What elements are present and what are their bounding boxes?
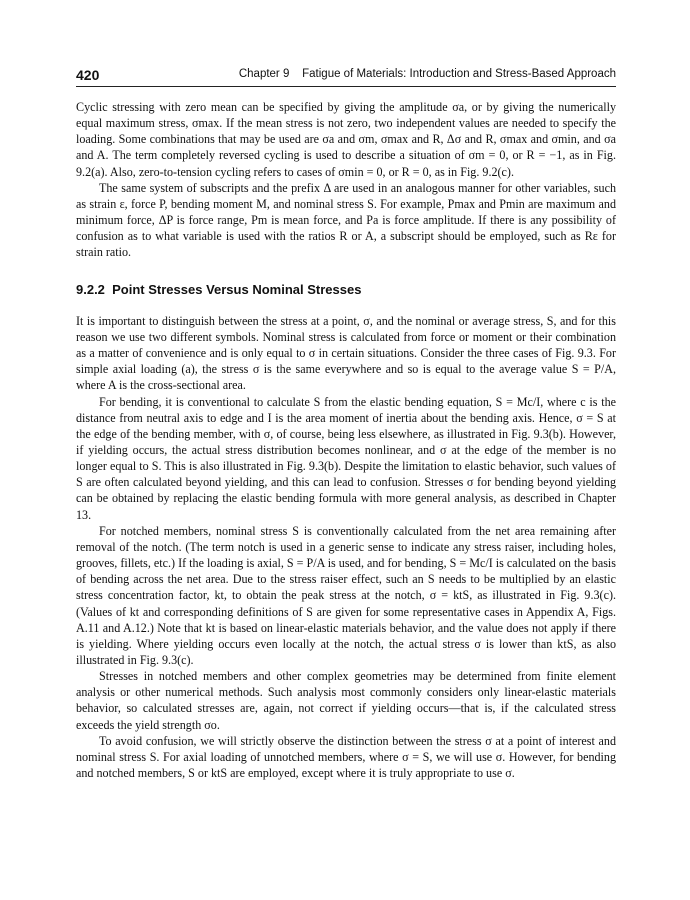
header-rule (76, 86, 616, 87)
paragraph: To avoid confusion, we will strictly observe the distinction between the stress σ at a point of interest and nominal stress S. For axial loading of unnotched members, where σ = S, we will use σ. However, for bending and notched members, S or ktS are employed, except where it is truly appropriate to use σ. (76, 733, 616, 781)
page-body (76, 99, 616, 781)
paragraph: Cyclic stressing with zero mean can be specified by giving the amplitude σa, or by giving the numerically equal maximum stress, σmax. If the mean stress is not zero, two independent values are needed to specify the loading. Some combinations that may be used are σa and σm, σmax and R, Δσ and R, σmax and σmin, and σa and A. The term completely reversed cycling is used to describe a situation of σm = 0, or R = −1, as in Fig. 9.2(a). Also, zero-to-tension cycling refers to cases of σmin = 0, or R = 0, as in Fig. 9.2(c). (76, 100, 616, 179)
section-heading: 9.2.2 Point Stresses Versus Nominal Stresses (76, 281, 362, 297)
paragraph: It is important to distinguish between the stress at a point, σ, and the nominal or average stress, S, and for this reason we use two different symbols. Nominal stress is calculated from force or moment or their combination as a matter of convenience and is only equal to σ in certain situations. Consider the three cases of Fig. 9.3. For simple axial loading (a), the stress σ is the same everywhere and so is equal to the average value S = P/A, where A is the cross-sectional area. (76, 313, 616, 393)
paragraph: For bending, it is conventional to calculate S from the elastic bending equation, S = Mc/I, where c is the distance from neutral axis to edge and I is the area moment of inertia about the bending axis. Hence, σ = S at the edge of the bending member, with σ, of course, being less elsewhere, as illustrated in Fig. 9.3(b). However, if yielding occurs, the actual stress distribution becomes nonlinear, and σ at the edge of the member is no longer equal to S. This is also illustrated in Fig. 9.3(b). Despite the limitation to elastic behavior, such values of S are often calculated beyond yielding, and this can lead to confusion. Stresses σ for bending beyond yielding can be obtained by replacing the elastic bending formula with more general analysis, as described in Chapter 13. (76, 394, 616, 522)
paragraph: The same system of subscripts and the prefix Δ are used in an analogous manner for other variables, such as strain ε, force P, bending moment M, and nominal stress S. For example, Pmax and Pmin are maximum and minimum force, ΔP is force range, Pm is mean force, and Pa is force amplitude. If there is any possibility of confusion as to what variable is used with the ratios R or A, a subscript should be employed, such as Rε for strain ratio. (76, 180, 616, 260)
page-number: 420 (76, 67, 100, 83)
page-header (76, 67, 616, 87)
paragraph: For notched members, nominal stress S is conventionally calculated from the net area remaining after removal of the notch. (The term notch is used in a generic sense to indicate any stress raiser, including holes, grooves, fillets, etc.) If the loading is axial, S = P/A is used, and for bending, S = Mc/I is calculated on the basis of bending across the net area. Due to the stress raiser effect, such an S needs to be multiplied by an elastic stress concentration factor, kt, to obtain the peak stress at the notch, σ = ktS, as illustrated in Fig. 9.3(c). (Values of kt and corresponding definitions of S are given for some representative cases in Appendix A, Figs. A.11 and A.12.) Note that kt is based on linear-elastic materials behavior, and the value does not apply if there is yielding. Where yielding occurs even locally at the notch, the actual stress σ is lower than ktS, as also illustrated in Fig. 9.3(c). (76, 523, 616, 667)
paragraph: Stresses in notched members and other complex geometries may be determined from finite element analysis or other numerical methods. Such analysis most commonly considers only linear-elastic materials behavior, so calculated stresses are, again, not correct if yielding occurs—that is, if the calculated stress exceeds the yield strength σo. (76, 669, 616, 732)
running-head: Chapter 9 Fatigue of Materials: Introduction and Stress-Based Approach (238, 68, 616, 80)
